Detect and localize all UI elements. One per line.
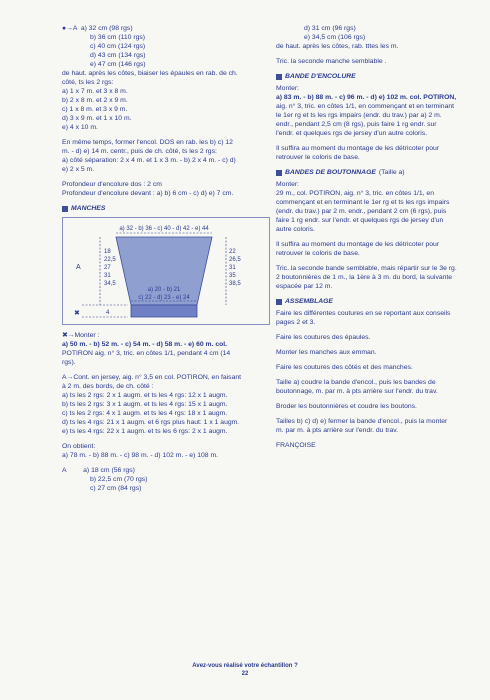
neck-line: a) côté séparation: 2 x 4 m. et 1 x 3 m. - b) 2 x 4 m. - c) d) — [62, 157, 236, 164]
jersey-block — [62, 373, 270, 436]
left-number: 22,5 — [104, 257, 116, 263]
right-number: 26,5 — [229, 257, 241, 263]
encolure-line: le 1er rg et ts les rgs impairs (endr. du trav.) par a) 2 m. — [276, 112, 442, 119]
encolure-line: a) 83 m. - b) 88 m. - c) 96 m. - d) e) 102 m. col. POTIRON, — [276, 94, 457, 101]
boutonnage-end-line: Il suffira au moment du montage de les détricoter pour — [276, 241, 440, 248]
depth-line: Profondeur d'encolure devant : a) b) 6 cm - c) d) e) 7 cm. — [62, 190, 234, 197]
boutonnage-title: BANDES DE BOUTONNAGE — [285, 169, 376, 176]
obtient-block — [62, 442, 270, 460]
boutonnage-block — [276, 180, 454, 234]
boutonnage-end-line: retrouver le coloris de base. — [276, 250, 360, 257]
marker-a-label: A — [76, 264, 81, 271]
assemblage-title: ASSEMBLAGE — [285, 298, 333, 305]
boutonnage-line: commençant et en terminant le 1er rg et ts les rgs impairs — [276, 199, 450, 206]
height-line: b) 22,5 cm (70 rgs) — [90, 476, 148, 483]
height-line: A a) 18 cm (56 rgs) — [62, 467, 135, 474]
intro-line: e) 47 cm (146 rgs) — [90, 61, 146, 68]
boutonnage-end-block — [276, 240, 454, 258]
neck-line: En même temps, former l'encol. DOS en rab. les b) c) 12 — [62, 139, 233, 146]
left-number: 18 — [104, 249, 111, 255]
jersey-line: a) ts les 2 rgs: 2 x 1 augm. et ts les 4 rgs: 12 x 1 augm. — [62, 392, 228, 399]
boutonnage-heading — [276, 168, 454, 177]
assemblage-heading — [276, 297, 454, 306]
shoulder-line: e) 4 x 10 m. — [62, 124, 98, 131]
square-bullet-icon — [276, 74, 282, 80]
cuff-shape — [131, 305, 197, 317]
top-line: e) 34,5 cm (106 rgs) — [304, 34, 366, 41]
encolure-line: endr., pendant 2,5 cm (8 rgs), puis faire 1 rg endr. sur — [276, 121, 437, 128]
shoulder-block — [62, 69, 270, 132]
footer-question: Avez-vous réalisé votre échantillon ? — [192, 663, 298, 669]
jersey-line: b) ts les 2 rgs: 3 x 1 augm. et ts les 4 rgs: 15 x 1 augm. — [62, 401, 228, 408]
top-block — [276, 24, 454, 51]
assemblage-line: m. par m. à pts arrière sur l'endr. du trav. — [276, 427, 399, 434]
encolure-block — [276, 84, 457, 138]
right-number: 22 — [229, 249, 236, 255]
square-bullet-icon — [62, 206, 68, 212]
boutonnage-line: Monter: — [276, 181, 300, 188]
encolure-line: Monter: — [276, 85, 300, 92]
neck-line: e) 2 x 5 m. — [62, 166, 95, 173]
shoulder-line: côté, ts les 2 rgs: — [62, 79, 114, 86]
right-column — [276, 24, 457, 450]
encolure-end-line: retrouver le coloris de base. — [276, 154, 360, 161]
second-sleeve-text: Tric. la seconde manche semblable . — [276, 58, 387, 65]
depth-line: Profondeur d'encolure dos : 2 cm — [62, 181, 162, 188]
shoulder-line: b) 2 x 8 m. et 2 x 9 m. — [62, 97, 128, 104]
assemblage-line: pages 2 et 3. — [276, 319, 316, 326]
shoulder-line: a) 1 x 7 m. et 3 x 8 m. — [62, 88, 128, 95]
assemblage-line: Taille a) coudre la bande d'encol., puis les bandes de — [276, 379, 436, 386]
neck-line: m. - d) e) 14 m. centr., puis de ch. côté, ts les 2 rgs: — [62, 148, 217, 155]
boutonnage-line: (endr. du trav.) par 2 m. endr., pendant 2 cm (6 rgs), puis — [276, 208, 447, 215]
right-number: 35 — [229, 273, 236, 279]
left-number: 34,5 — [104, 281, 116, 287]
assemblage-line: Faire les coutures des épaules. — [276, 334, 371, 341]
neck-block — [62, 138, 270, 174]
marker-x-label: ✖ — [74, 309, 80, 317]
montor-line: rgs). — [62, 359, 76, 366]
assemblage-line: Monter les manches aux emman. — [276, 349, 377, 356]
encolure-end-block — [276, 144, 454, 162]
encolure-line: l'endr. et quelques rgs de jersey d'un autre coloris. — [276, 130, 428, 137]
boutonnage-second-line: espacée par 12 m. — [276, 283, 333, 290]
intro-line: d) 43 cm (134 rgs) — [90, 52, 146, 59]
boutonnage-line: faire 1 rg endr. sur l'endr. et quelques rgs de jersey d'un — [276, 217, 444, 224]
intro-line: ●→A a) 32 cm (98 rgs) — [62, 25, 133, 32]
assemblage-line: Broder les boutonnières et coudre les boutons. — [276, 403, 417, 410]
assemblage-line: Faire les différentes coutures en se reportant aux conseils — [276, 310, 451, 317]
montor-block — [62, 331, 270, 367]
page-number: 22 — [241, 671, 249, 677]
jersey-line: d) ts les 4 rgs: 21 x 1 augm. et 6 rgs plus haut: 1 x 1 augm. — [62, 419, 240, 426]
jersey-line: c) ts les 2 rgs: 4 x 1 augm. et ts les 4 rgs: 18 x 1 augm. — [62, 410, 228, 417]
assemblage-line: Faire les coutures des côtés et des manches. — [276, 364, 413, 371]
sleeve-diagram-svg — [62, 217, 270, 325]
assemblage-block — [276, 309, 454, 450]
left-number: 31 — [104, 273, 111, 279]
page-footer — [0, 662, 490, 678]
height-line: c) 27 cm (84 rgs) — [90, 485, 142, 492]
square-bullet-icon — [276, 170, 282, 176]
left-number: 27 — [104, 265, 111, 271]
boutonnage-size: (Taille a) — [378, 169, 405, 176]
jersey-line: e) ts les 4 rgs: 22 x 1 augm. et ts les 6 rgs: 2 x 1 augm. — [62, 428, 228, 435]
boutonnage-second-block — [276, 264, 457, 291]
jersey-line: A→Cont. en jersey, aig. n° 3,5 en col. POTIRON, en faisant — [62, 374, 242, 381]
assemblage-line: Tailles b) c) d) e) fermer la bande d'encol., puis la monter — [276, 418, 448, 425]
top-line: d) 31 cm (96 rgs) — [304, 25, 356, 32]
jersey-line: à 2 m. des bords, de ch. côté : — [62, 383, 154, 390]
manches-heading — [62, 204, 270, 213]
top-line: de haut. après les côtes, rab. tttes les m. — [276, 43, 399, 50]
left-column — [62, 24, 270, 493]
montor-line: POTIRON aig. n° 3, tric. en côtes 1/1, pendant 4 cm (14 — [62, 350, 231, 357]
top-dim-label: a) 32 - b) 36 - c) 40 - d) 42 - e) 44 — [119, 226, 209, 232]
shoulder-line: de haut. après les côtes, biaiser les épaules en rab. de ch. — [62, 70, 238, 77]
boutonnage-line: autre coloris. — [276, 226, 315, 233]
right-number: 38,5 — [229, 281, 241, 287]
sleeve-diagram — [62, 217, 270, 325]
boutonnage-second-line: 2 boutonnières de 1 m., la 1ère à 3 m. du bord, la suivante — [276, 274, 453, 281]
intro-line: b) 36 cm (110 rgs) — [90, 34, 146, 41]
montor-line: a) 50 m. - b) 52 m. - c) 54 m. - d) 58 m. - e) 60 m. col. — [62, 341, 228, 348]
right-number: 31 — [229, 265, 236, 271]
boutonnage-line: 29 m., col. POTIRON, aig. n° 3, tric. en côtes 1/1, en — [276, 190, 434, 197]
intro-block — [62, 24, 270, 69]
square-bullet-icon — [276, 299, 282, 305]
depth-block — [62, 180, 270, 198]
boutonnage-second-line: Tric. la seconde bande semblable, mais répartir sur le 3e rg. — [276, 265, 457, 272]
encolure-end-line: Il suffira au moment du montage de les détricoter pour — [276, 145, 440, 152]
author-signature: FRANÇOISE — [276, 442, 316, 449]
inner-dim-label-1: a) 20 - b) 21 — [147, 287, 181, 293]
intro-line: c) 40 cm (124 rgs) — [90, 43, 146, 50]
montor-line: ✖→Monter : — [62, 332, 100, 339]
shoulder-line: d) 3 x 9 m. et 1 x 10 m. — [62, 115, 132, 122]
encolure-line: aig. n° 3, tric. en côtes 1/1, en commençant et en terminant — [276, 103, 455, 110]
cuff-height-label: 4 — [106, 310, 110, 316]
inner-dim-label-2: c) 22 - d) 23 - e) 24 — [138, 295, 190, 301]
bande-encolure-title: BANDE D'ENCOLURE — [285, 73, 356, 80]
obtient-line: On obtient: — [62, 443, 96, 450]
bande-encolure-heading — [276, 72, 454, 81]
manches-title: MANCHES — [71, 205, 106, 212]
obtient-line: a) 78 m. - b) 88 m. - c) 98 m. - d) 102 m. - e) 108 m. — [62, 452, 218, 459]
assemblage-line: boutonnage, m. par m. à pts arrière sur l'endr. du trav. — [276, 388, 438, 395]
height-block — [62, 466, 270, 493]
shoulder-line: c) 1 x 8 m. et 3 x 9 m. — [62, 106, 128, 113]
